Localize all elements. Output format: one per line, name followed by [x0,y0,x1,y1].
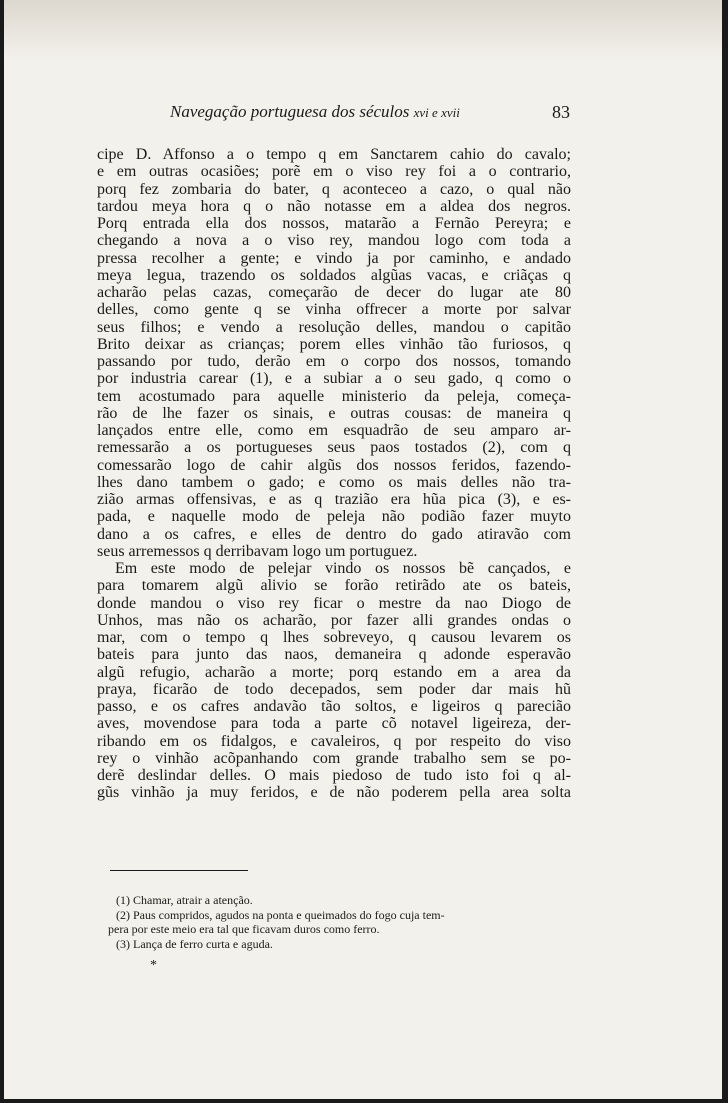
text-line: Brito deixar as crianças; porem elles vinhão tão furiosos, q [97,335,571,353]
text-line: lhes dano tambem o gado; e como os mais delles não tra- [97,473,571,491]
text-line: tem acostumado para aquelle ministerio da peleja, começa- [97,387,571,405]
ornament-asterisk: * [150,958,157,973]
text-line: tardou meya hora q o não notasse em a aldea dos negros. [97,197,571,215]
text-line: acharão pelas cazas, começarão de decer do lugar ate 80 [97,284,571,301]
text-line: porq fez zombaria do bater, q aconteceo a cazo, o qual não [97,180,571,198]
footnote-2: (2) Paus compridos, agudos na ponta e queimados do fogo cuja tem- [116,907,445,922]
text-line: por industria carear (1), e a subiar a o seu gado, q como o [97,370,571,388]
text-line: remessarão a os portugueses seus paos tostados (2), com q [97,439,571,457]
text-line: mar, com o tempo q lhes sobreveyo, q causou levarem os [97,629,571,646]
text-line: algũ refugio, acharão a morte; porq estando em a area da [97,663,571,681]
text-line: zião armas offensivas, e as q trazião era hũa pica (3), e es- [97,491,571,508]
text-line: passo, e os cafres andavão tão soltos, e ligeiros q parecião [97,698,571,715]
body-text [97,146,571,802]
text-line: aves, movendose para toda a parte cõ notavel ligeireza, der- [97,715,571,733]
text-line: cipe D. Affonso a o tempo q em Sanctarem cahio do cavalo; [97,146,571,163]
text-line: bateis para junto das naos, demaneira q adonde esperavão [97,646,571,664]
text-line: delles, como gente q se vinha offrecer a morte por salvar [97,301,571,319]
scan-border-bottom [0,1099,728,1103]
text-line: donde mandou o viso rey ficar o mestre da nao Diogo de [97,594,571,612]
footnote-3: (3) Lança de ferro curta e aguda. [116,936,273,951]
page-number: 83 [552,102,570,122]
text-line: meya legua, trazendo os soldados algũas vacas, e criãças q [97,266,571,284]
text-line: chegando a nova a o viso rey, mandou logo com toda a [97,232,571,250]
text-line: lançados entre elle, como em esquadrão de seu amparo ar- [97,422,571,439]
text-line: ribando em os fidalgos, e cavaleiros, q por respeito do viso [97,732,571,750]
text-line: rão de lhe fazer os sinais, e outras cousas: de maneira q [97,404,571,422]
text-line: seus arremessos q derribavam logo um portuguez. [97,542,418,560]
text-line: praya, ficarão de todo decepados, sem poder dar mais hũ [97,680,571,698]
footnote-1: (1) Chamar, atrair a atenção. [116,893,253,907]
text-line: comessarão logo de cahir algũs dos nossos feridos, fazendo- [97,456,571,474]
text-line: seus filhos; e vendo a resolução delles, mandou o capitão [97,318,571,336]
text-line: gũs vinhão ja muy feridos, e de não poderem pella area solta [97,784,571,802]
text-line: Unhos, mas não os acharão, por fazer alli grandes ondas o [97,611,571,629]
running-title-centuries: xvi e xvii [413,105,460,120]
text-line: para tomarem algũ alivio se forão retirãdo ate os bateis, [97,577,571,595]
scan-shadow [4,0,722,60]
text-line: rey o vinhão acõpanhando com grande trabalho sem se po- [97,749,571,767]
text-line: derẽ deslindar delles. O mais piedoso de tudo isto foi q al- [97,767,571,784]
text-line: Porq entrada ella dos nossos, matarão a Fernão Pereyra; e [97,215,571,232]
scan-border-left [0,0,4,1103]
footnote-2-continued: pera por este meio era tal que ficavam duros como ferro. [108,922,380,936]
text-line: passando por tudo, derão em o corpo dos nossos, tomando [97,353,571,370]
text-line: pressa recolher a gente; e vindo ja por caminho, e andado [97,249,571,267]
running-header [170,100,570,124]
running-title: Navegação portuguesa dos séculos xvi e xvii [170,102,460,121]
footnote-rule [110,870,248,871]
footnotes [108,893,576,951]
text-line: pada, e naquelle modo de peleja não podião fazer muyto [97,508,571,526]
text-line: dano a os cafres, e elles de dentro do gado atiravão com [97,525,571,543]
text-line: e em outras ocasiões; porẽ em o viso rey foi a o contrario, [97,163,571,181]
text-line: Em este modo de pelejar vindo os nossos bẽ cançados, e [115,560,571,577]
scan-border-right [722,0,728,1103]
